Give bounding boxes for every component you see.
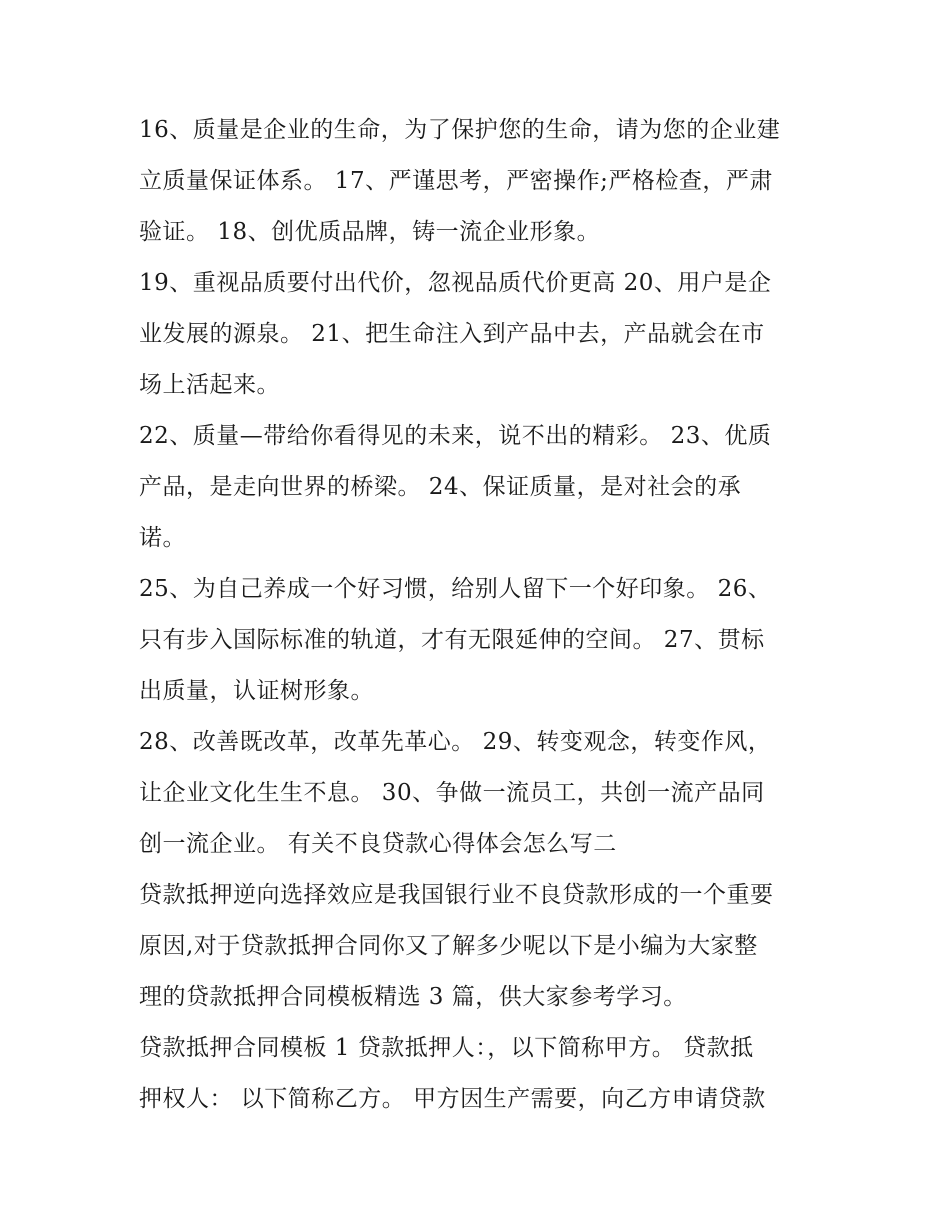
text-line: 诺。	[139, 525, 186, 551]
text-line: 25、为自己养成一个好习惯，给别人留下一个好印象。 26、	[139, 576, 772, 602]
text-line: 业发展的源泉。 21、把生命注入到产品中去，产品就会在市	[139, 321, 765, 347]
text-line: 19、重视品质要付出代价，忽视品质代价更高 20、用户是企	[139, 270, 772, 296]
text-line: 贷款抵押合同模板 1 贷款抵押人：，以下简称甲方。 贷款抵	[139, 1035, 754, 1061]
text-line: 只有步入国际标准的轨道，才有无限延伸的空间。 27、贯标	[139, 627, 765, 653]
text-line: 产品，是走向世界的桥梁。 24、保证质量，是对社会的承	[139, 474, 742, 500]
text-line: 创一流企业。 有关不良贷款心得体会怎么写二	[139, 831, 617, 857]
text-line: 押权人： 以下简称乙方。 甲方因生产需要，向乙方申请贷款	[139, 1086, 766, 1112]
text-line: 让企业文化生生不息。 30、争做一流员工，共创一流产品同	[139, 780, 765, 806]
text-line: 出质量，认证树形象。	[139, 678, 374, 704]
text-line: 场上活起来。	[139, 372, 280, 398]
text-line: 理的贷款抵押合同模板精选 3 篇，供大家参考学习。	[139, 984, 687, 1010]
text-line: 验证。 18、创优质品牌，铸一流企业形象。	[139, 219, 601, 245]
text-line: 28、改善既改革，改革先革心。 29、转变观念，转变作风，	[139, 729, 772, 755]
text-line: 原因,对于贷款抵押合同你又了解多少呢以下是小编为大家整	[139, 933, 758, 959]
text-line: 立质量保证体系。 17、严谨思考，严密操作;严格检查，严肃	[139, 168, 773, 194]
text-line: 贷款抵押逆向选择效应是我国银行业不良贷款形成的一个重要	[139, 882, 774, 908]
text-line: 22、质量—带给你看得见的未来，说不出的精彩。 23、优质	[139, 423, 772, 449]
text-line: 16、质量是企业的生命，为了保护您的生命，请为您的企业建	[139, 117, 781, 143]
document-body	[139, 110, 829, 1130]
